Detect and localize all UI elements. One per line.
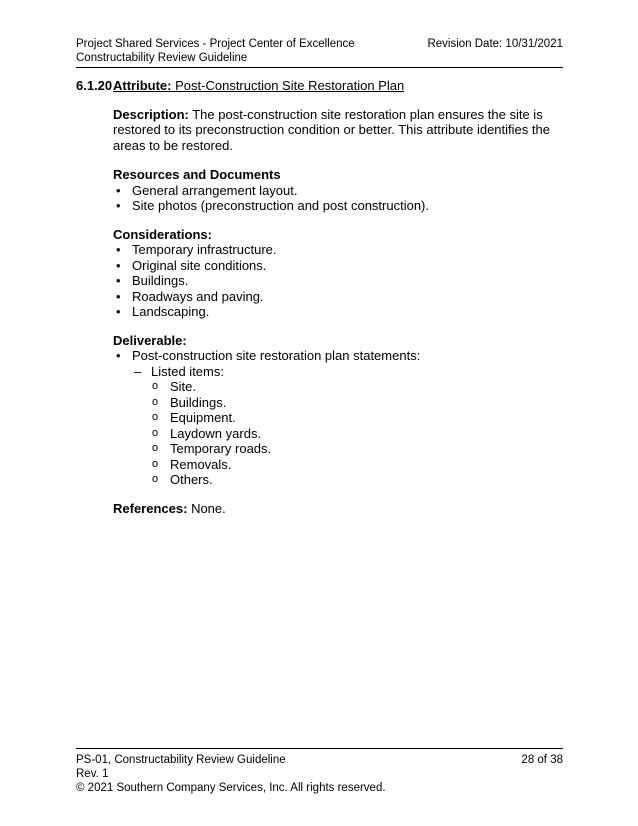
- list-item: • Temporary infrastructure.: [113, 242, 563, 258]
- deliverable-list: [113, 348, 563, 488]
- list-item: o Temporary roads.: [151, 441, 563, 457]
- list-item: o Site.: [151, 379, 563, 395]
- attribute-value: Post-Construction Site Restoration Plan: [175, 78, 405, 93]
- page-number: 28 of 38: [521, 754, 563, 766]
- list-item: • Buildings.: [113, 273, 563, 289]
- header-org: Project Shared Services - Project Center of Excellence: [76, 38, 355, 50]
- considerations-heading: Considerations:: [113, 226, 212, 242]
- description-text: The post-construction site restoration plan ensures the site is restored to its preconstruction condition or better. This attribute identifies the areas to be restored.: [113, 106, 550, 153]
- considerations-list: [113, 242, 563, 320]
- description-label: Description:: [113, 106, 189, 122]
- section-number: 6.1.20: [76, 78, 113, 93]
- footer-doc-title: PS-01, Constructability Review Guideline: [76, 754, 286, 766]
- list-item: • Site photos (preconstruction and post construction).: [113, 198, 563, 214]
- footer-revision: Rev. 1: [76, 768, 109, 780]
- deliverable-sublist: [132, 364, 563, 488]
- attribute-label: Attribute:: [113, 78, 172, 93]
- listed-items: [151, 379, 563, 488]
- list-item: o Buildings.: [151, 395, 563, 411]
- references-label: References:: [113, 500, 188, 516]
- list-item: [132, 364, 563, 488]
- list-item: o Removals.: [151, 457, 563, 473]
- list-item: • General arrangement layout.: [113, 183, 563, 199]
- description-paragraph: [113, 107, 563, 154]
- list-item: o Equipment.: [151, 410, 563, 426]
- list-item: o Others.: [151, 472, 563, 488]
- attribute-section: [76, 78, 563, 530]
- page-footer: [76, 748, 563, 795]
- section-title: [76, 78, 563, 94]
- resources-heading: Resources and Documents: [113, 167, 281, 182]
- section-body: [113, 107, 563, 517]
- list-item: • Roadways and paving.: [113, 289, 563, 305]
- references-text: None.: [191, 500, 226, 516]
- footer-copyright: © 2021 Southern Company Services, Inc. All rights reserved.: [76, 782, 386, 794]
- list-item: o Laydown yards.: [151, 426, 563, 442]
- references-paragraph: [113, 501, 563, 517]
- resources-list: [113, 183, 563, 214]
- header-guideline: Constructability Review Guideline: [76, 52, 248, 64]
- list-item: • Original site conditions.: [113, 258, 563, 274]
- deliverable-heading: Deliverable:: [113, 332, 187, 348]
- listed-items-label: Listed items:: [151, 363, 224, 379]
- list-item: • Landscaping.: [113, 304, 563, 320]
- header-revision-date: Revision Date: 10/31/2021: [427, 38, 563, 50]
- page-header: [76, 37, 563, 68]
- deliverable-item: Post-construction site restoration plan statements:: [132, 348, 421, 363]
- list-item: [113, 348, 563, 488]
